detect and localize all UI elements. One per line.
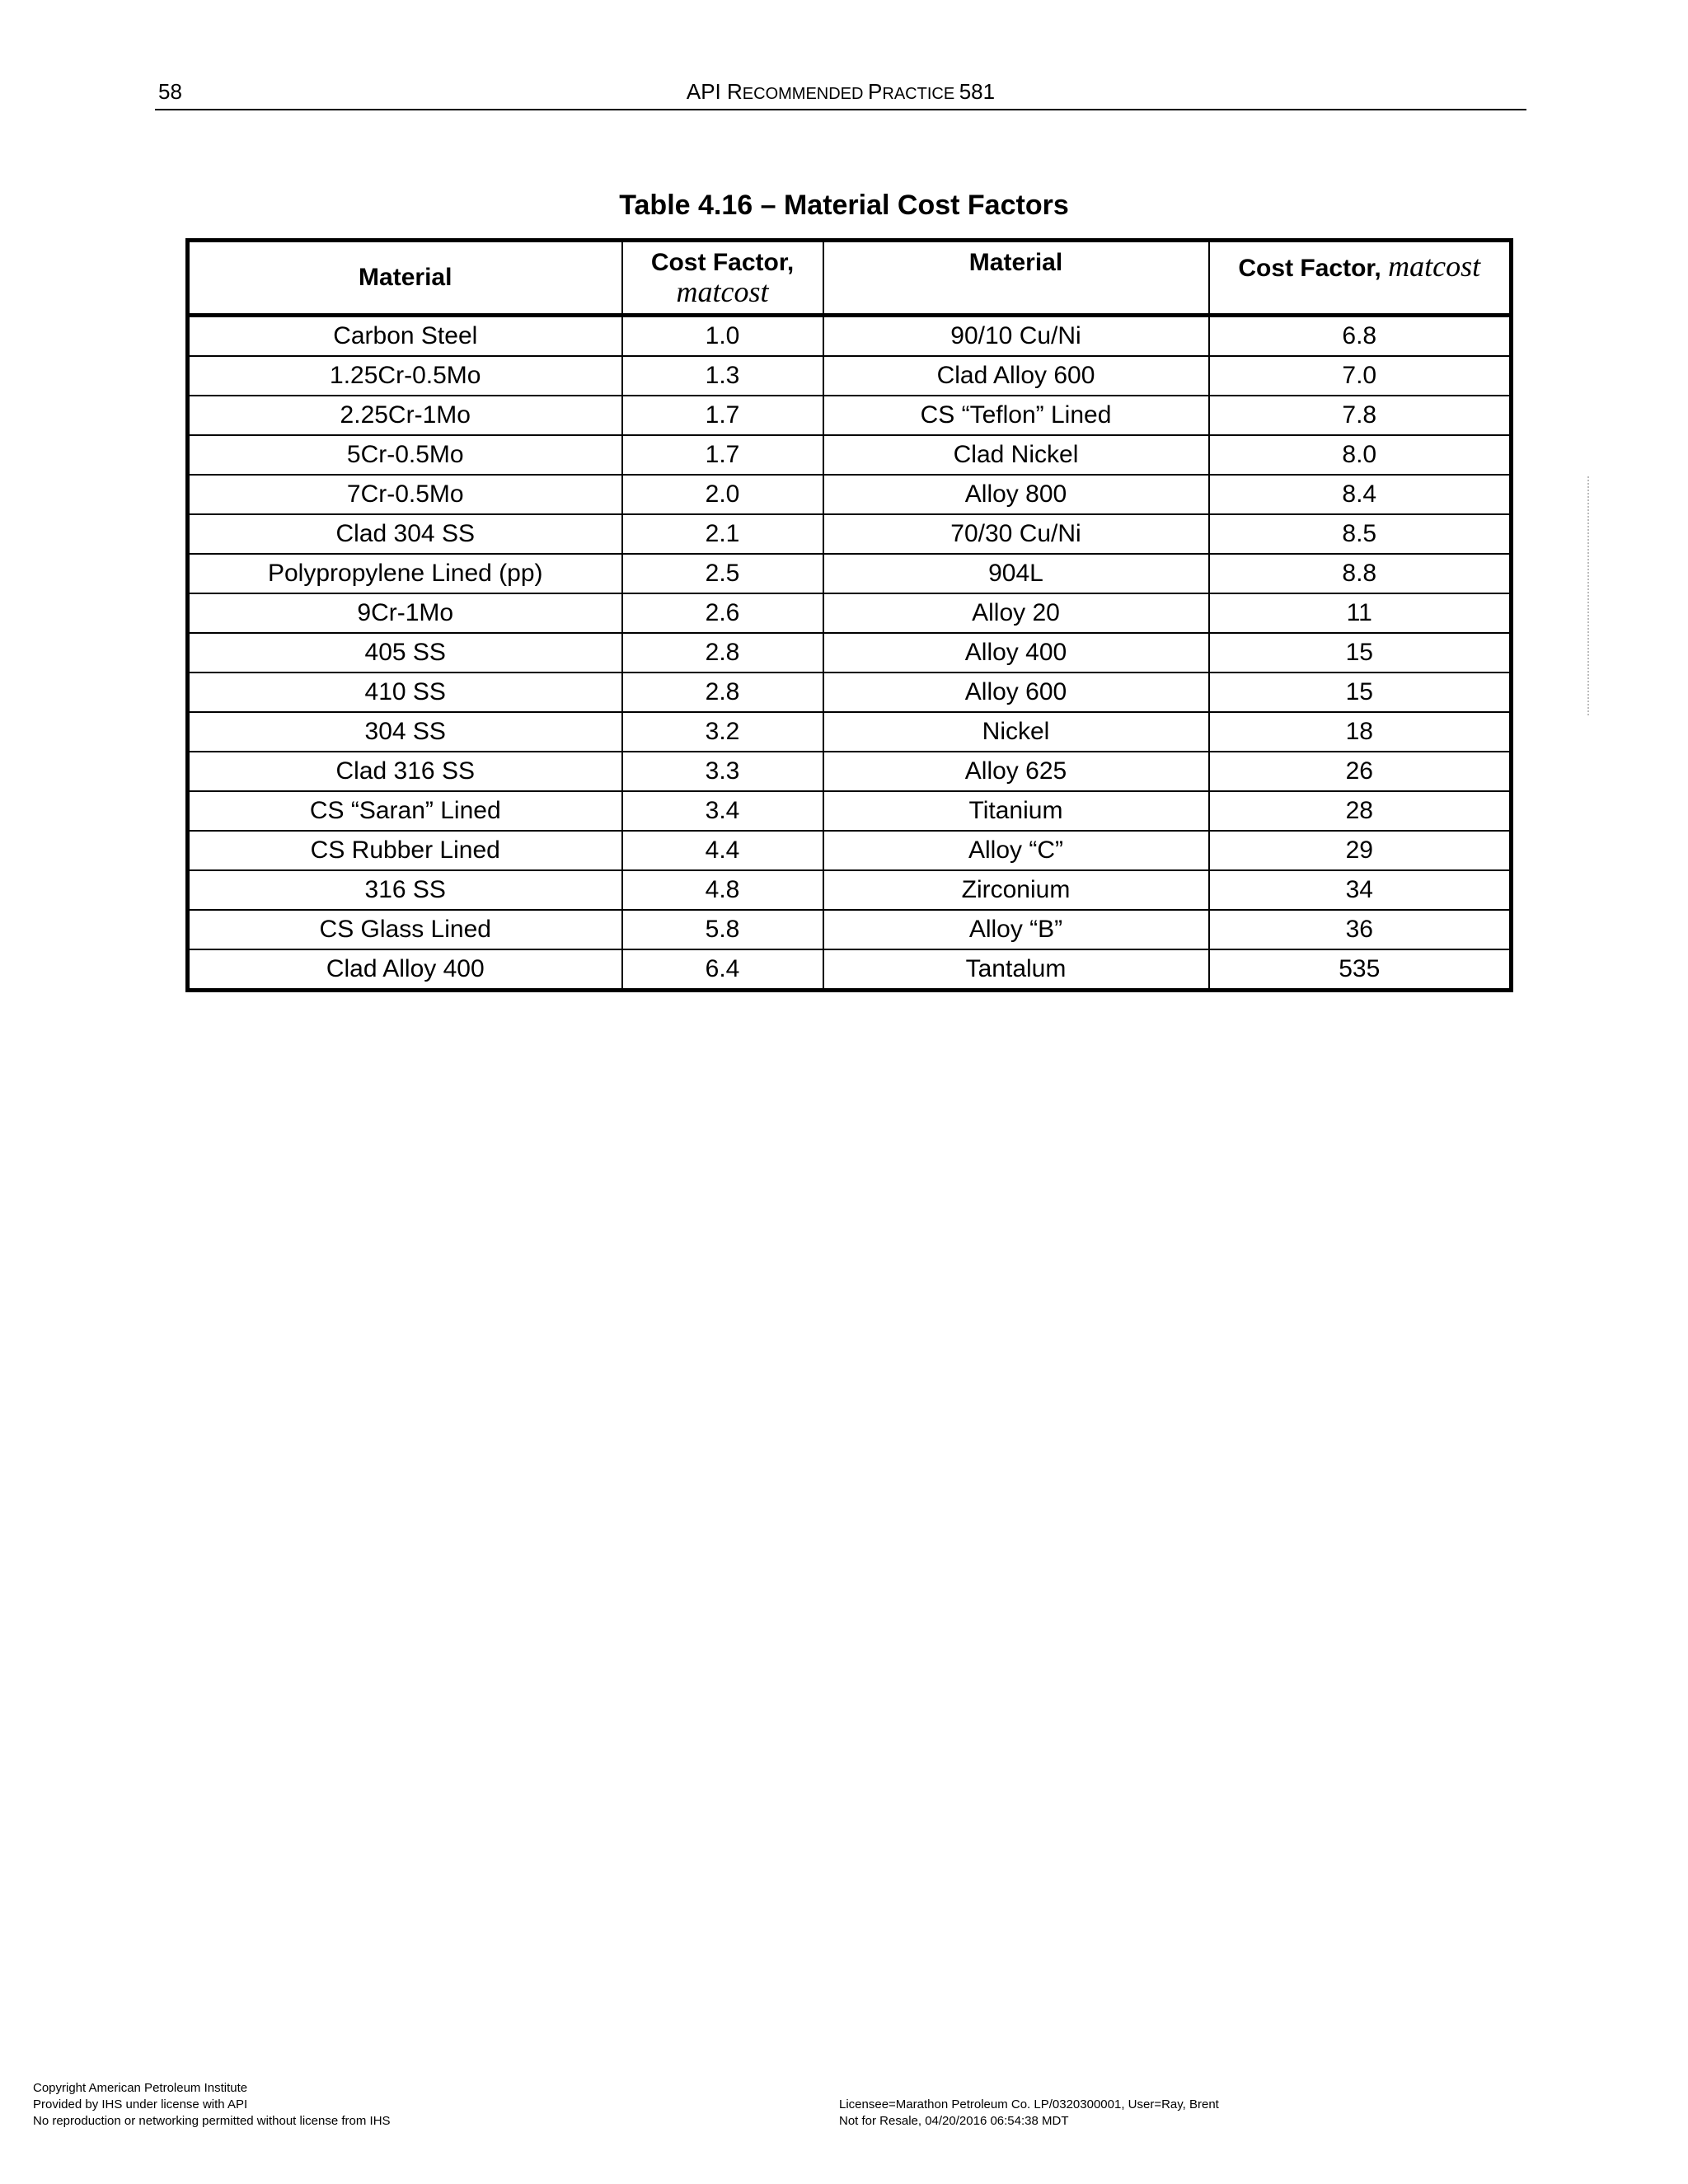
- running-title-part: R: [727, 79, 743, 104]
- running-title-part: 581: [959, 79, 996, 104]
- table-row: [188, 752, 1512, 791]
- material-cell: Clad 304 SS: [188, 514, 622, 554]
- table-header-row: [188, 241, 1512, 316]
- header-cost-factor-label: Cost Factor,: [1238, 255, 1381, 282]
- footer-line: Licensee=Marathon Petroleum Co. LP/0320300001, User=Ray, Brent: [839, 2097, 1219, 2111]
- cost-factor-cell: 2.8: [622, 673, 823, 712]
- running-title-part: P: [868, 79, 883, 104]
- footer-line: Provided by IHS under license with API: [33, 2097, 248, 2111]
- cost-factor-cell: 1.7: [622, 396, 823, 435]
- cost-factor-cell: 2.1: [622, 514, 823, 554]
- material-cell: Titanium: [823, 791, 1209, 831]
- cost-factor-cell: 1.3: [622, 356, 823, 396]
- table-row: [188, 712, 1512, 752]
- header-cost-factor-1: [622, 241, 823, 316]
- table-row: [188, 910, 1512, 949]
- table-body: [188, 316, 1512, 991]
- table-row: [188, 356, 1512, 396]
- table-row: [188, 831, 1512, 870]
- cost-factor-cell: 15: [1209, 633, 1512, 673]
- cost-factor-cell: 34: [1209, 870, 1512, 910]
- material-cell: Tantalum: [823, 949, 1209, 991]
- page-header: [155, 77, 1526, 110]
- running-title-part: API: [686, 79, 728, 104]
- cost-factor-cell: 1.7: [622, 435, 823, 475]
- table-row: [188, 435, 1512, 475]
- table-row: [188, 396, 1512, 435]
- material-cell: Alloy “C”: [823, 831, 1209, 870]
- footer-line: Not for Resale, 04/20/2016 06:54:38 MDT: [839, 2114, 1069, 2128]
- header-material-label: Material: [968, 249, 1063, 276]
- cost-factor-cell: 2.5: [622, 554, 823, 593]
- material-cell: Clad 316 SS: [188, 752, 622, 791]
- cost-factor-cell: 18: [1209, 712, 1512, 752]
- cost-factor-cell: 8.5: [1209, 514, 1512, 554]
- footer-line: No reproduction or networking permitted without license from IHS: [33, 2114, 391, 2128]
- material-cell: Clad Alloy 400: [188, 949, 622, 991]
- running-title-part: RACTICE: [882, 85, 959, 103]
- cost-factor-cell: 7.8: [1209, 396, 1512, 435]
- cost-factor-cell: 3.4: [622, 791, 823, 831]
- table-row: [188, 316, 1512, 357]
- header-cost-factor-2: [1209, 241, 1512, 316]
- cost-factor-cell: 8.4: [1209, 475, 1512, 514]
- material-cell: 316 SS: [188, 870, 622, 910]
- material-cell: 2.25Cr-1Mo: [188, 396, 622, 435]
- cost-factor-cell: 15: [1209, 673, 1512, 712]
- material-cell: CS “Teflon” Lined: [823, 396, 1209, 435]
- cost-factor-cell: 5.8: [622, 910, 823, 949]
- header-material-1: [188, 241, 622, 316]
- cost-factor-cell: 4.8: [622, 870, 823, 910]
- table-row: [188, 554, 1512, 593]
- cost-factor-cell: 26: [1209, 752, 1512, 791]
- material-cost-table: [185, 238, 1513, 992]
- material-cell: Alloy 800: [823, 475, 1209, 514]
- header-matcost-symbol: matcost: [676, 275, 769, 308]
- material-cell: 70/30 Cu/Ni: [823, 514, 1209, 554]
- material-cell: Alloy 20: [823, 593, 1209, 633]
- cost-factor-cell: 2.0: [622, 475, 823, 514]
- material-cell: Zirconium: [823, 870, 1209, 910]
- material-cell: 5Cr-0.5Mo: [188, 435, 622, 475]
- table-row: [188, 673, 1512, 712]
- header-material-2: [823, 241, 1209, 316]
- material-cell: Carbon Steel: [188, 316, 622, 357]
- cost-factor-cell: 28: [1209, 791, 1512, 831]
- material-cell: 9Cr-1Mo: [188, 593, 622, 633]
- cost-factor-cell: 4.4: [622, 831, 823, 870]
- material-cell: 90/10 Cu/Ni: [823, 316, 1209, 357]
- cost-factor-cell: 8.8: [1209, 554, 1512, 593]
- material-cell: Clad Alloy 600: [823, 356, 1209, 396]
- running-title-part: ECOMMENDED: [742, 85, 869, 103]
- cost-factor-cell: 6.8: [1209, 316, 1512, 357]
- material-cell: CS Rubber Lined: [188, 831, 622, 870]
- cost-factor-cell: 3.3: [622, 752, 823, 791]
- table-row: [188, 949, 1512, 991]
- material-cell: Polypropylene Lined (pp): [188, 554, 622, 593]
- material-cell: Alloy “B”: [823, 910, 1209, 949]
- cost-factor-cell: 2.6: [622, 593, 823, 633]
- cost-factor-cell: 8.0: [1209, 435, 1512, 475]
- cost-factor-cell: 7.0: [1209, 356, 1512, 396]
- material-cell: CS “Saran” Lined: [188, 791, 622, 831]
- cost-factor-cell: 2.8: [622, 633, 823, 673]
- table-row: [188, 633, 1512, 673]
- header-material-label: Material: [359, 264, 452, 291]
- table-row: [188, 514, 1512, 554]
- header-cost-factor-label: Cost Factor,: [650, 249, 795, 276]
- table-row: [188, 870, 1512, 910]
- table-row: [188, 475, 1512, 514]
- material-cell: 1.25Cr-0.5Mo: [188, 356, 622, 396]
- cost-factor-cell: 535: [1209, 949, 1512, 991]
- material-cell: Nickel: [823, 712, 1209, 752]
- footer-license: [839, 2097, 1219, 2130]
- material-cell: Clad Nickel: [823, 435, 1209, 475]
- material-cell: Alloy 625: [823, 752, 1209, 791]
- material-cell: 410 SS: [188, 673, 622, 712]
- table-row: [188, 791, 1512, 831]
- footer-copyright: [33, 2080, 391, 2130]
- table-row: [188, 593, 1512, 633]
- running-title: [155, 79, 1526, 105]
- material-cell: 304 SS: [188, 712, 622, 752]
- cost-factor-cell: 3.2: [622, 712, 823, 752]
- footer-line: Copyright American Petroleum Institute: [33, 2081, 248, 2095]
- material-cell: CS Glass Lined: [188, 910, 622, 949]
- material-cell: 405 SS: [188, 633, 622, 673]
- cost-factor-cell: 29: [1209, 831, 1512, 870]
- cost-factor-cell: 11: [1209, 593, 1512, 633]
- material-cell: 904L: [823, 554, 1209, 593]
- cost-factor-cell: 1.0: [622, 316, 823, 357]
- cost-factor-cell: 6.4: [622, 949, 823, 991]
- material-cell: Alloy 400: [823, 633, 1209, 673]
- material-cell: Alloy 600: [823, 673, 1209, 712]
- material-cell: 7Cr-0.5Mo: [188, 475, 622, 514]
- page-number: 58: [158, 79, 182, 104]
- cost-factor-cell: 36: [1209, 910, 1512, 949]
- edge-scan-mark: [1587, 476, 1592, 715]
- table-title: Table 4.16 – Material Cost Factors: [619, 190, 1069, 221]
- header-matcost-symbol: matcost: [1388, 250, 1481, 283]
